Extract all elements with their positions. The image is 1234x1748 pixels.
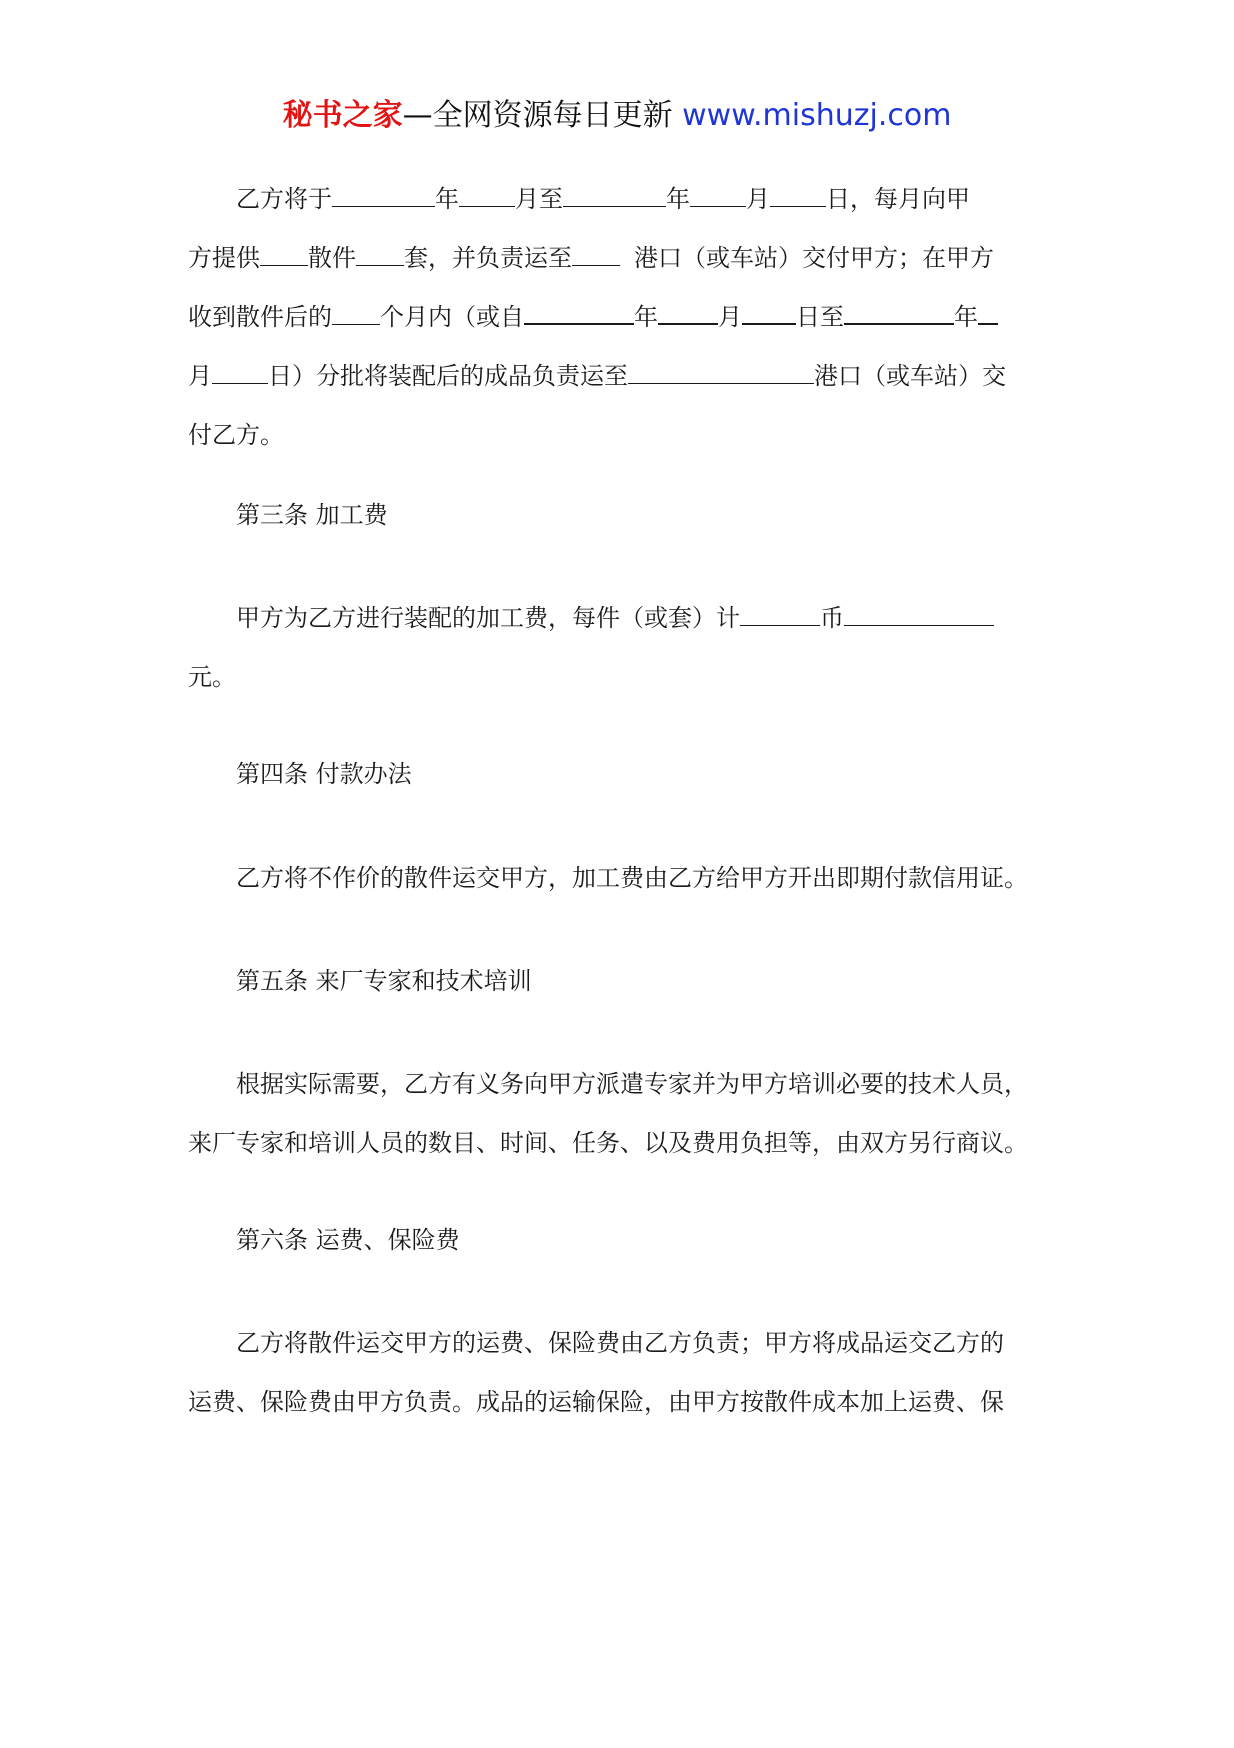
blank-field — [978, 301, 998, 325]
site-url[interactable]: www.mishuzj.com — [682, 98, 952, 133]
blank-field — [563, 184, 666, 207]
text-line: 方提供 散件 套，并负责运至 港口（或车站）交付甲方；在甲方 — [188, 244, 994, 272]
blank-field — [742, 301, 796, 325]
text-line: 运费、保险费由甲方负责。成品的运输保险，由甲方按散件成本加上运费、保 — [188, 1388, 1004, 1416]
blank-field — [212, 361, 268, 384]
text-line: 甲方为乙方进行装配的加工费，每件（或套）计 币 — [236, 589, 994, 648]
blank-field — [844, 603, 994, 626]
section-title: 第三条 加工费 — [236, 501, 388, 529]
text-line: 月 日）分批将装配后的成品负责运至 港口（或车站）交 — [188, 362, 1006, 390]
text-line: 乙方将不作价的散件运交甲方，加工费由乙方给甲方开出即期付款信用证。 — [236, 864, 1028, 892]
blank-field — [628, 361, 814, 384]
blank-field — [332, 302, 380, 325]
text-line: 乙方将散件运交甲方的运费、保险费由乙方负责；甲方将成品运交乙方的 — [236, 1329, 1004, 1357]
text-line: 根据实际需要，乙方有义务向甲方派遣专家并为甲方培训必要的技术人员， — [236, 1070, 1028, 1098]
blank-field — [740, 603, 820, 626]
text-line: 来厂专家和培训人员的数目、时间、任务、以及费用负担等，由双方另行商议。 — [188, 1129, 1028, 1157]
section-title: 第六条 运费、保险费 — [236, 1226, 460, 1254]
text-line: 乙方将于 年 月至 年 月 日，每月向甲 — [236, 185, 970, 213]
blank-field — [770, 184, 826, 207]
blank-field — [844, 301, 954, 325]
blank-field — [572, 243, 620, 266]
blank-field — [690, 184, 746, 207]
section-title: 第五条 来厂专家和技术培训 — [236, 967, 532, 995]
blank-field — [356, 243, 404, 266]
blank-field — [658, 301, 718, 325]
text-line: 元。 — [188, 663, 236, 691]
blank-field — [332, 184, 435, 207]
text-line: 付乙方。 — [188, 421, 284, 449]
site-header — [0, 96, 1234, 136]
section-title: 第四条 付款办法 — [236, 760, 412, 788]
text-line: 收到散件后的 个月内（或自 年 月 日至 年 — [188, 288, 998, 347]
brand-name: 秘书之家 — [282, 98, 403, 133]
blank-field — [459, 184, 515, 207]
blank-field — [260, 243, 308, 266]
blank-field — [524, 301, 634, 325]
header-slogan: —全网资源每日更新 — [402, 98, 673, 133]
